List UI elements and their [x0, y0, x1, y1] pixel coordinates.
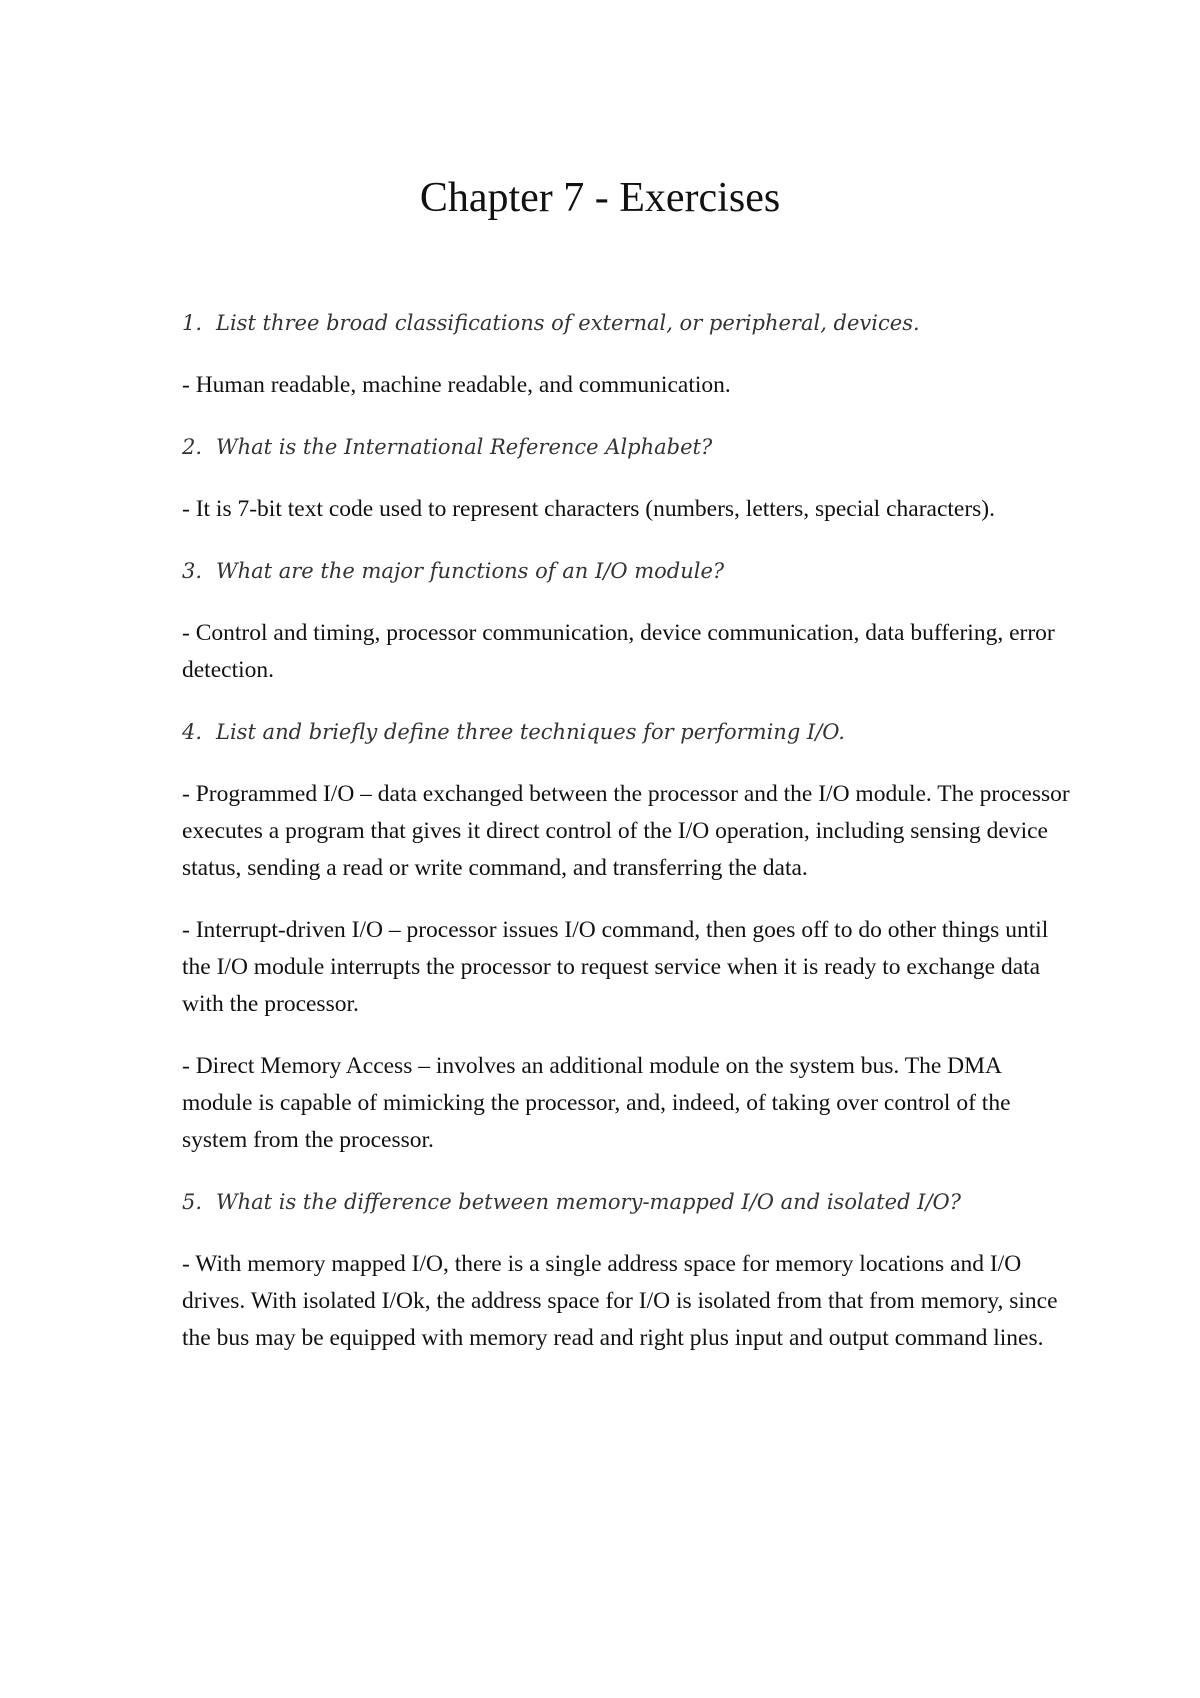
- answer-3: - Control and timing, processor communication, device communication, data buffering, error detection.: [182, 620, 1055, 683]
- exercise-list: [182, 305, 1072, 1382]
- answer-4-programmed-io: - Programmed I/O – data exchanged between the processor and the I/O module. The processor executes a program that gives it direct control of the I/O operation, including sensing device status, sending a read or write command, and transferring the data.: [182, 781, 1070, 881]
- answer-4-interrupt-driven-io: - Interrupt-driven I/O – processor issues I/O command, then goes off to do other things until the I/O module interrupts the processor to request service when it is ready to exchange data with the processor.: [182, 917, 1049, 1017]
- question-number: 4.: [182, 720, 203, 744]
- question-number: 3.: [182, 559, 203, 583]
- question-text: What are the major functions of an I/O module?: [216, 559, 725, 583]
- question-number: 5.: [182, 1190, 203, 1214]
- answer-1: - Human readable, machine readable, and communication.: [182, 372, 731, 398]
- question-number: 2.: [182, 435, 203, 459]
- page-title: Chapter 7 - Exercises: [419, 175, 781, 221]
- question-5: [182, 1184, 1072, 1221]
- answer-5: - With memory mapped I/O, there is a single address space for memory locations and I/O drives. With isolated I/Ok, the address space for I/O is isolated from that from memory, since the bus may be equipped with memory read and right plus input and output command lines.: [182, 1251, 1058, 1351]
- answer-2: - It is 7-bit text code used to represent characters (numbers, letters, special characters).: [182, 496, 996, 522]
- question-1: [182, 305, 1072, 342]
- question-number: 1.: [182, 311, 203, 335]
- question-text: List and briefly define three techniques for performing I/O.: [216, 720, 845, 744]
- question-3: [182, 553, 1072, 590]
- question-text: List three broad classifications of external, or peripheral, devices.: [216, 311, 920, 335]
- question-text: What is the International Reference Alphabet?: [216, 435, 713, 459]
- question-4: [182, 714, 1072, 751]
- question-2: [182, 429, 1072, 466]
- answer-4-dma: - Direct Memory Access – involves an additional module on the system bus. The DMA module is capable of mimicking the processor, and, indeed, of taking over control of the system from the processor.: [182, 1053, 1011, 1153]
- question-text: What is the difference between memory-mapped I/O and isolated I/O?: [216, 1190, 962, 1214]
